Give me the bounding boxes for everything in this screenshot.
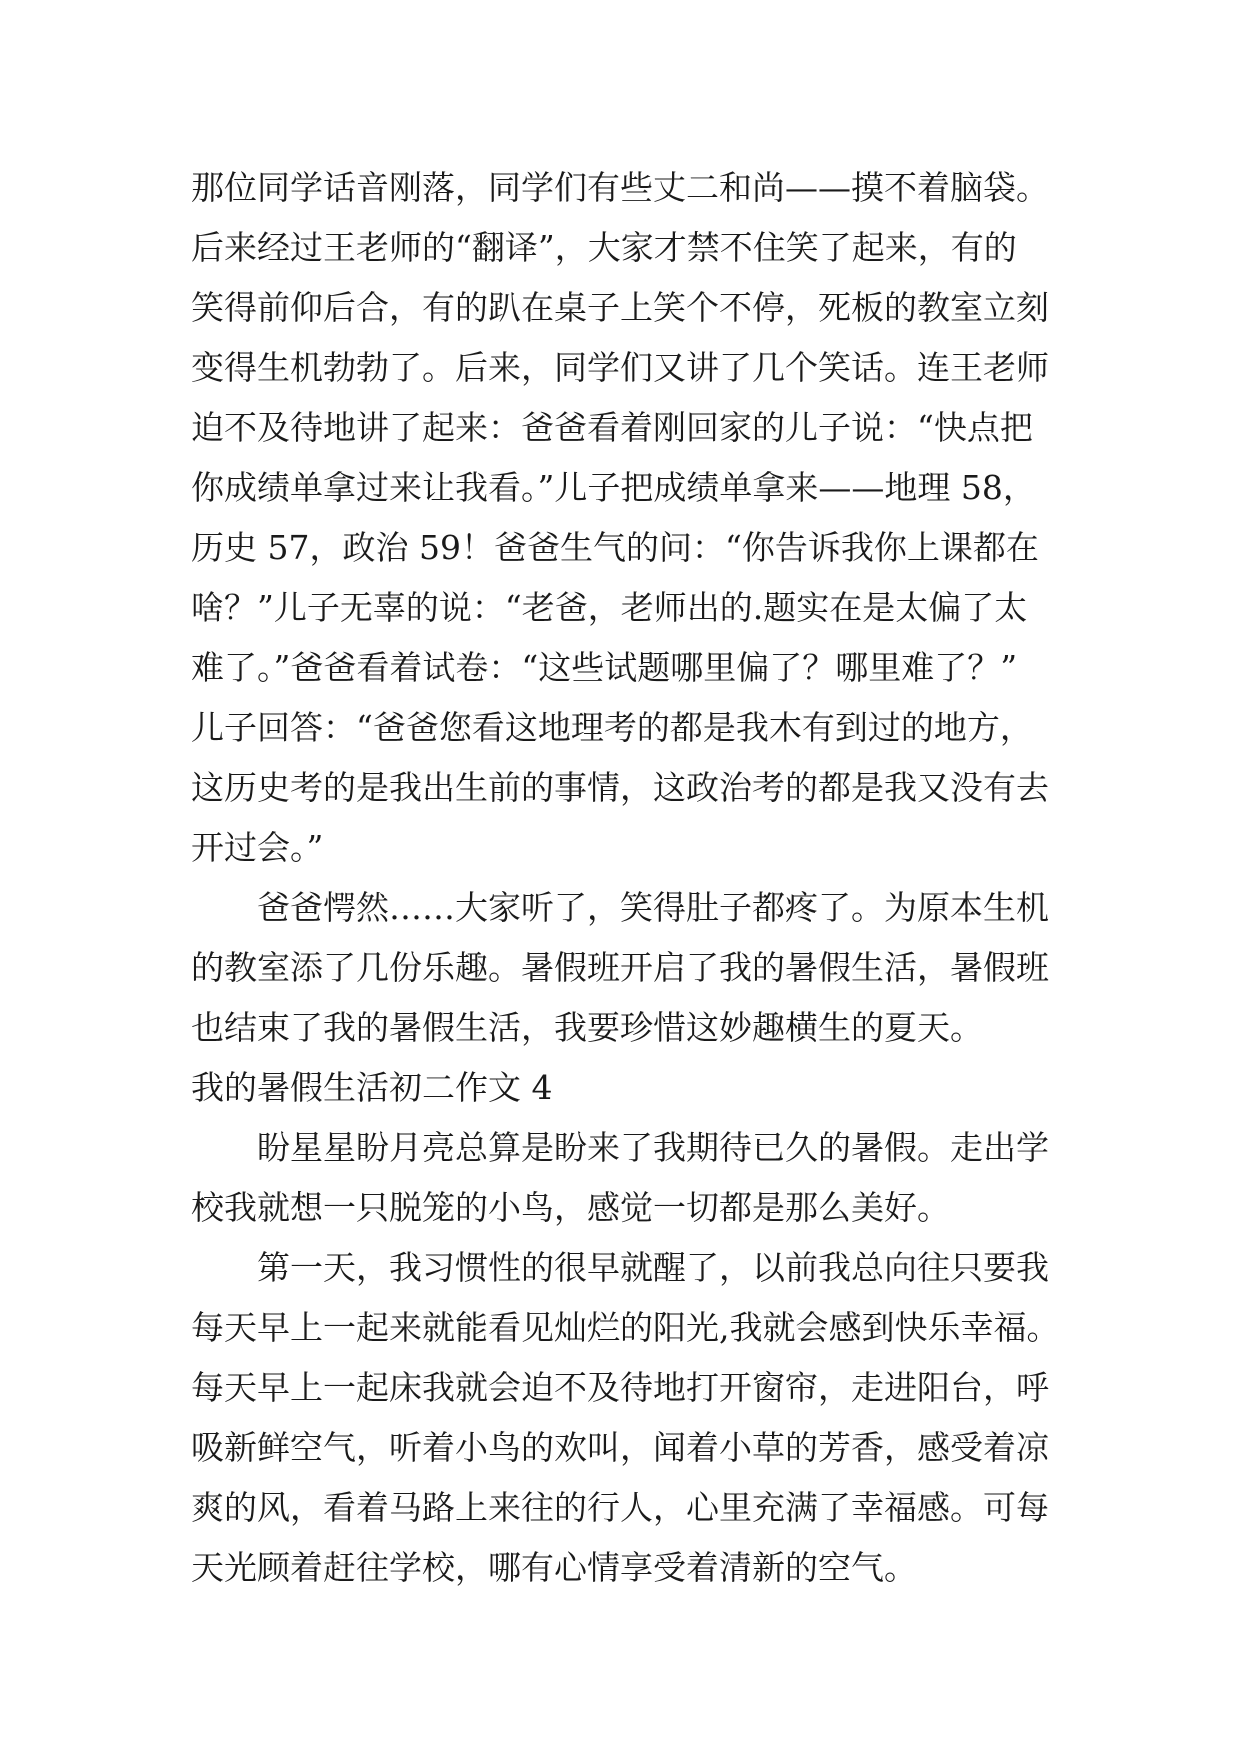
paragraph-first-line: 第一天，我习惯性的很早就醒了，以前我总向往只要我 — [257, 1248, 1049, 1287]
text-line: 每天早上一起床我就会迫不及待地打开窗帘，走进阳台，呼 — [191, 1368, 1049, 1407]
text-line: 校我就想一只脱笼的小鸟，感觉一切都是那么美好。 — [191, 1188, 950, 1227]
text-line: 天光顾着赶往学校，哪有心情享受着清新的空气。 — [191, 1548, 917, 1587]
text-line: 笑得前仰后合，有的趴在桌子上笑个不停，死板的教室立刻 — [191, 288, 1049, 327]
text-line: 后来经过王老师的“翻译”，大家才禁不住笑了起来，有的 — [191, 228, 1017, 267]
text-line: 你成绩单拿过来让我看。”儿子把成绩单拿来——地理 58， — [191, 468, 1036, 507]
section-heading: 我的暑假生活初二作文 4 — [191, 1068, 553, 1107]
text-line: 儿子回答：“爸爸您看这地理考的都是我木有到过的地方， — [191, 708, 1033, 747]
text-line: 开过会。” — [191, 828, 324, 867]
text-line: 的教室添了几份乐趣。暑假班开启了我的暑假生活，暑假班 — [191, 948, 1049, 987]
text-line: 爽的风，看着马路上来往的行人，心里充满了幸福感。可每 — [191, 1488, 1049, 1527]
text-line: 变得生机勃勃了。后来，同学们又讲了几个笑话。连王老师 — [191, 348, 1049, 387]
text-line: 那位同学话音刚落，同学们有些丈二和尚——摸不着脑袋。 — [191, 168, 1049, 207]
text-line: 也结束了我的暑假生活，我要珍惜这妙趣横生的夏天。 — [191, 1008, 983, 1047]
text-line: 迫不及待地讲了起来：爸爸看着刚回家的儿子说：“快点把 — [191, 408, 1033, 447]
text-line: 吸新鲜空气，听着小鸟的欢叫，闻着小草的芳香，感受着凉 — [191, 1428, 1049, 1467]
text-line: 每天早上一起来就能看见灿烂的阳光,我就会感到快乐幸福。 — [191, 1308, 1060, 1347]
text-line: 历史 57，政治 59！爸爸生气的问：“你告诉我你上课都在 — [191, 528, 1039, 567]
text-line: 这历史考的是我出生前的事情，这政治考的都是我又没有去 — [191, 768, 1049, 807]
text-line: 啥？”儿子无辜的说：“老爸，老师出的.题实在是太偏了太 — [191, 588, 1028, 627]
document-body — [191, 158, 1071, 1598]
paragraph-first-line: 盼星星盼月亮总算是盼来了我期待已久的暑假。走出学 — [257, 1128, 1049, 1167]
paragraph-first-line: 爸爸愕然……大家听了，笑得肚子都疼了。为原本生机 — [257, 888, 1049, 927]
text-line: 难了。”爸爸看着试卷：“这些试题哪里偏了？哪里难了？” — [191, 648, 1018, 687]
